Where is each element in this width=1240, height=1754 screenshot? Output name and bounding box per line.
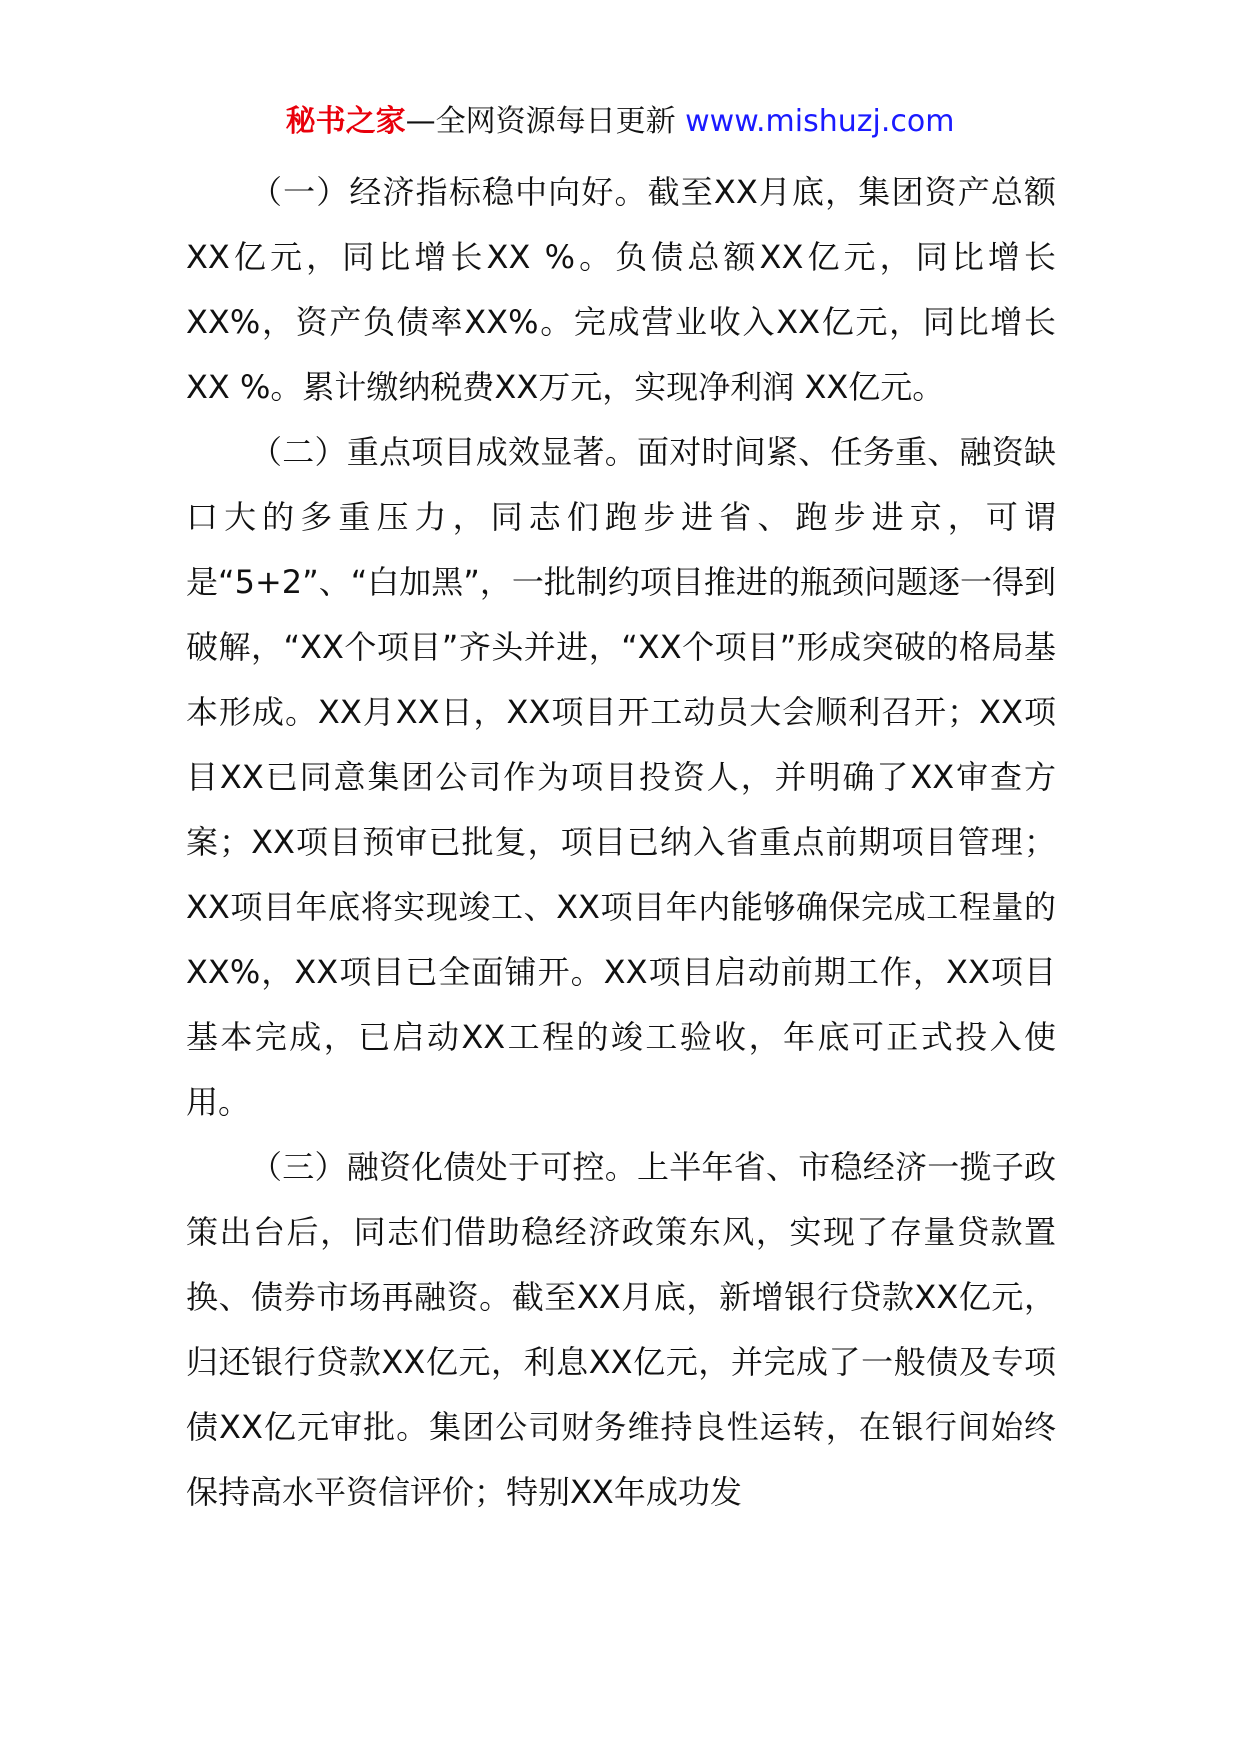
- document-body: [186, 160, 1056, 1525]
- brand-name: 秘书之家: [285, 104, 406, 139]
- header-slogan: —全网资源每日更新: [405, 104, 686, 139]
- page-header: [0, 100, 1240, 144]
- paragraph-key-projects: （二）重点项目成效显著。面对时间紧、任务重、融资缺口大的多重压力，同志们跑步进省、跑步进京，可谓是“5+2”、“白加黑”，一批制约项目推进的瓶颈问题逐一得到破解，“XX个项目”齐头并进，“XX个项目”形成突破的格局基本形成。XX月XX日，XX项目开工动员大会顺利召开；XX项目XX已同意集团公司作为项目投资人，并明确了XX审查方案；XX项目预审已批复，项目已纳入省重点前期项目管理；XX项目年底将实现竣工、XX项目年内能够确保完成工程量的XX%，XX项目已全面铺开。XX项目启动前期工作，XX项目基本完成，已启动XX工程的竣工验收，年底可正式投入使用。: [186, 433, 1056, 1121]
- paragraph-economic-indicators: （一）经济指标稳中向好。截至XX月底，集团资产总额XX亿元，同比增长XX %。负债总额XX亿元，同比增长XX%，资产负债率XX%。完成营业收入XX亿元，同比增长XX %。累计缴纳税费XX万元，实现净利润 XX亿元。: [186, 173, 1056, 406]
- site-url-link[interactable]: www.mishuzj.com: [685, 104, 955, 139]
- paragraph-financing-debt: （三）融资化债处于可控。上半年省、市稳经济一揽子政策出台后，同志们借助稳经济政策东风，实现了存量贷款置换、债券市场再融资。截至XX月底，新增银行贷款XX亿元，归还银行贷款XX亿元，利息XX亿元，并完成了一般债及专项债XX亿元审批。集团公司财务维持良性运转，在银行间始终保持高水平资信评价；特别XX年成功发: [186, 1148, 1056, 1511]
